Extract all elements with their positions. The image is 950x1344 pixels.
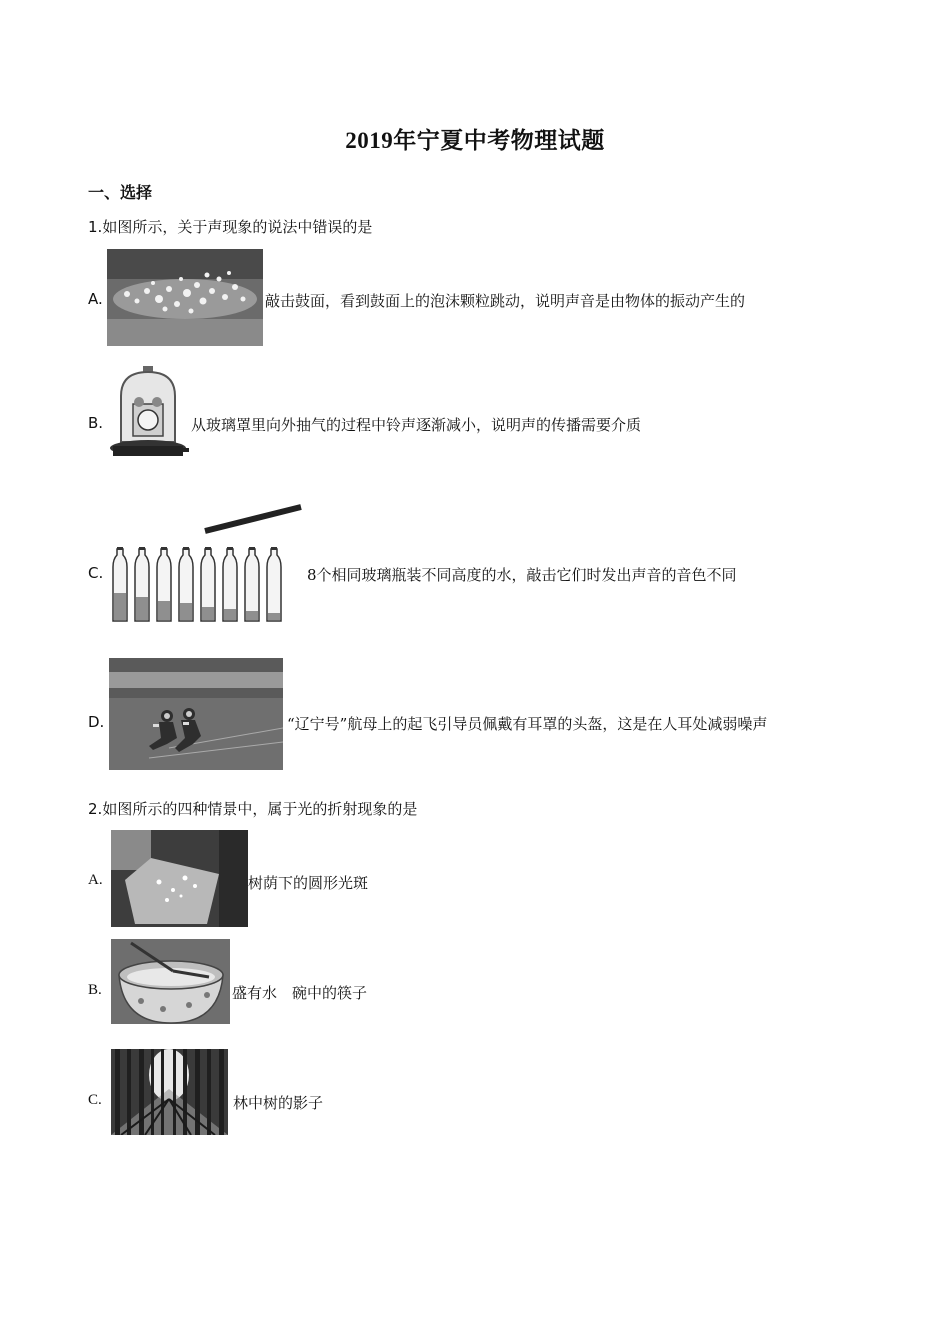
question-2-stem	[88, 798, 417, 819]
q2-option-b-label: B.	[88, 982, 102, 998]
question-number: 1.	[88, 218, 103, 236]
q1-option-c-label: C.	[88, 564, 104, 582]
question-text: 如图所示的四种情景中，属于光的折射现象的是	[102, 800, 418, 818]
page-title: 2019年宁夏中考物理试题	[345, 128, 605, 153]
drum-foam-image	[107, 249, 263, 346]
q1-option-d-label: D.	[88, 713, 105, 731]
bowl-chopsticks-image	[111, 939, 230, 1024]
bottles-image	[107, 503, 303, 625]
question-text: 如图所示，关于声现象的说法中错误的是	[102, 218, 373, 236]
bell-jar-image	[107, 364, 189, 464]
q2-option-c-label: C.	[88, 1092, 102, 1108]
q1-option-a-label: A.	[88, 290, 103, 308]
q1-option-d-text: “辽宁号”航母上的起飞引导员佩戴有耳罩的头盔，这是在人耳处减弱噪声	[287, 715, 768, 733]
q1-option-b-text: 从玻璃罩里向外抽气的过程中铃声逐渐减小，说明声的传播需要介质	[191, 416, 642, 434]
question-1-stem	[88, 216, 372, 237]
q2-option-c-text: 林中树的影子	[233, 1094, 324, 1112]
q1-option-a-text: 敲击鼓面，看到鼓面上的泡沫颗粒跳动，说明声音是由物体的振动产生的	[265, 292, 746, 310]
q2-option-b-text: 盛有水 碗中的筷子	[232, 984, 368, 1002]
aircraft-carrier-crew-image	[109, 658, 283, 770]
q2-option-a-text: 树荫下的圆形光斑	[248, 874, 369, 892]
q1-option-b-label: B.	[88, 414, 104, 432]
question-number: 2.	[88, 800, 103, 818]
q2-option-a-label: A.	[88, 872, 103, 888]
section-heading: 一、选择	[88, 183, 153, 202]
forest-shadows-image	[111, 1049, 228, 1135]
q1-option-c-text: 8个相同玻璃瓶装不同高度的水，敲击它们时发出声音的音色不同	[307, 566, 737, 584]
tree-shade-light-spots-image	[111, 830, 248, 927]
